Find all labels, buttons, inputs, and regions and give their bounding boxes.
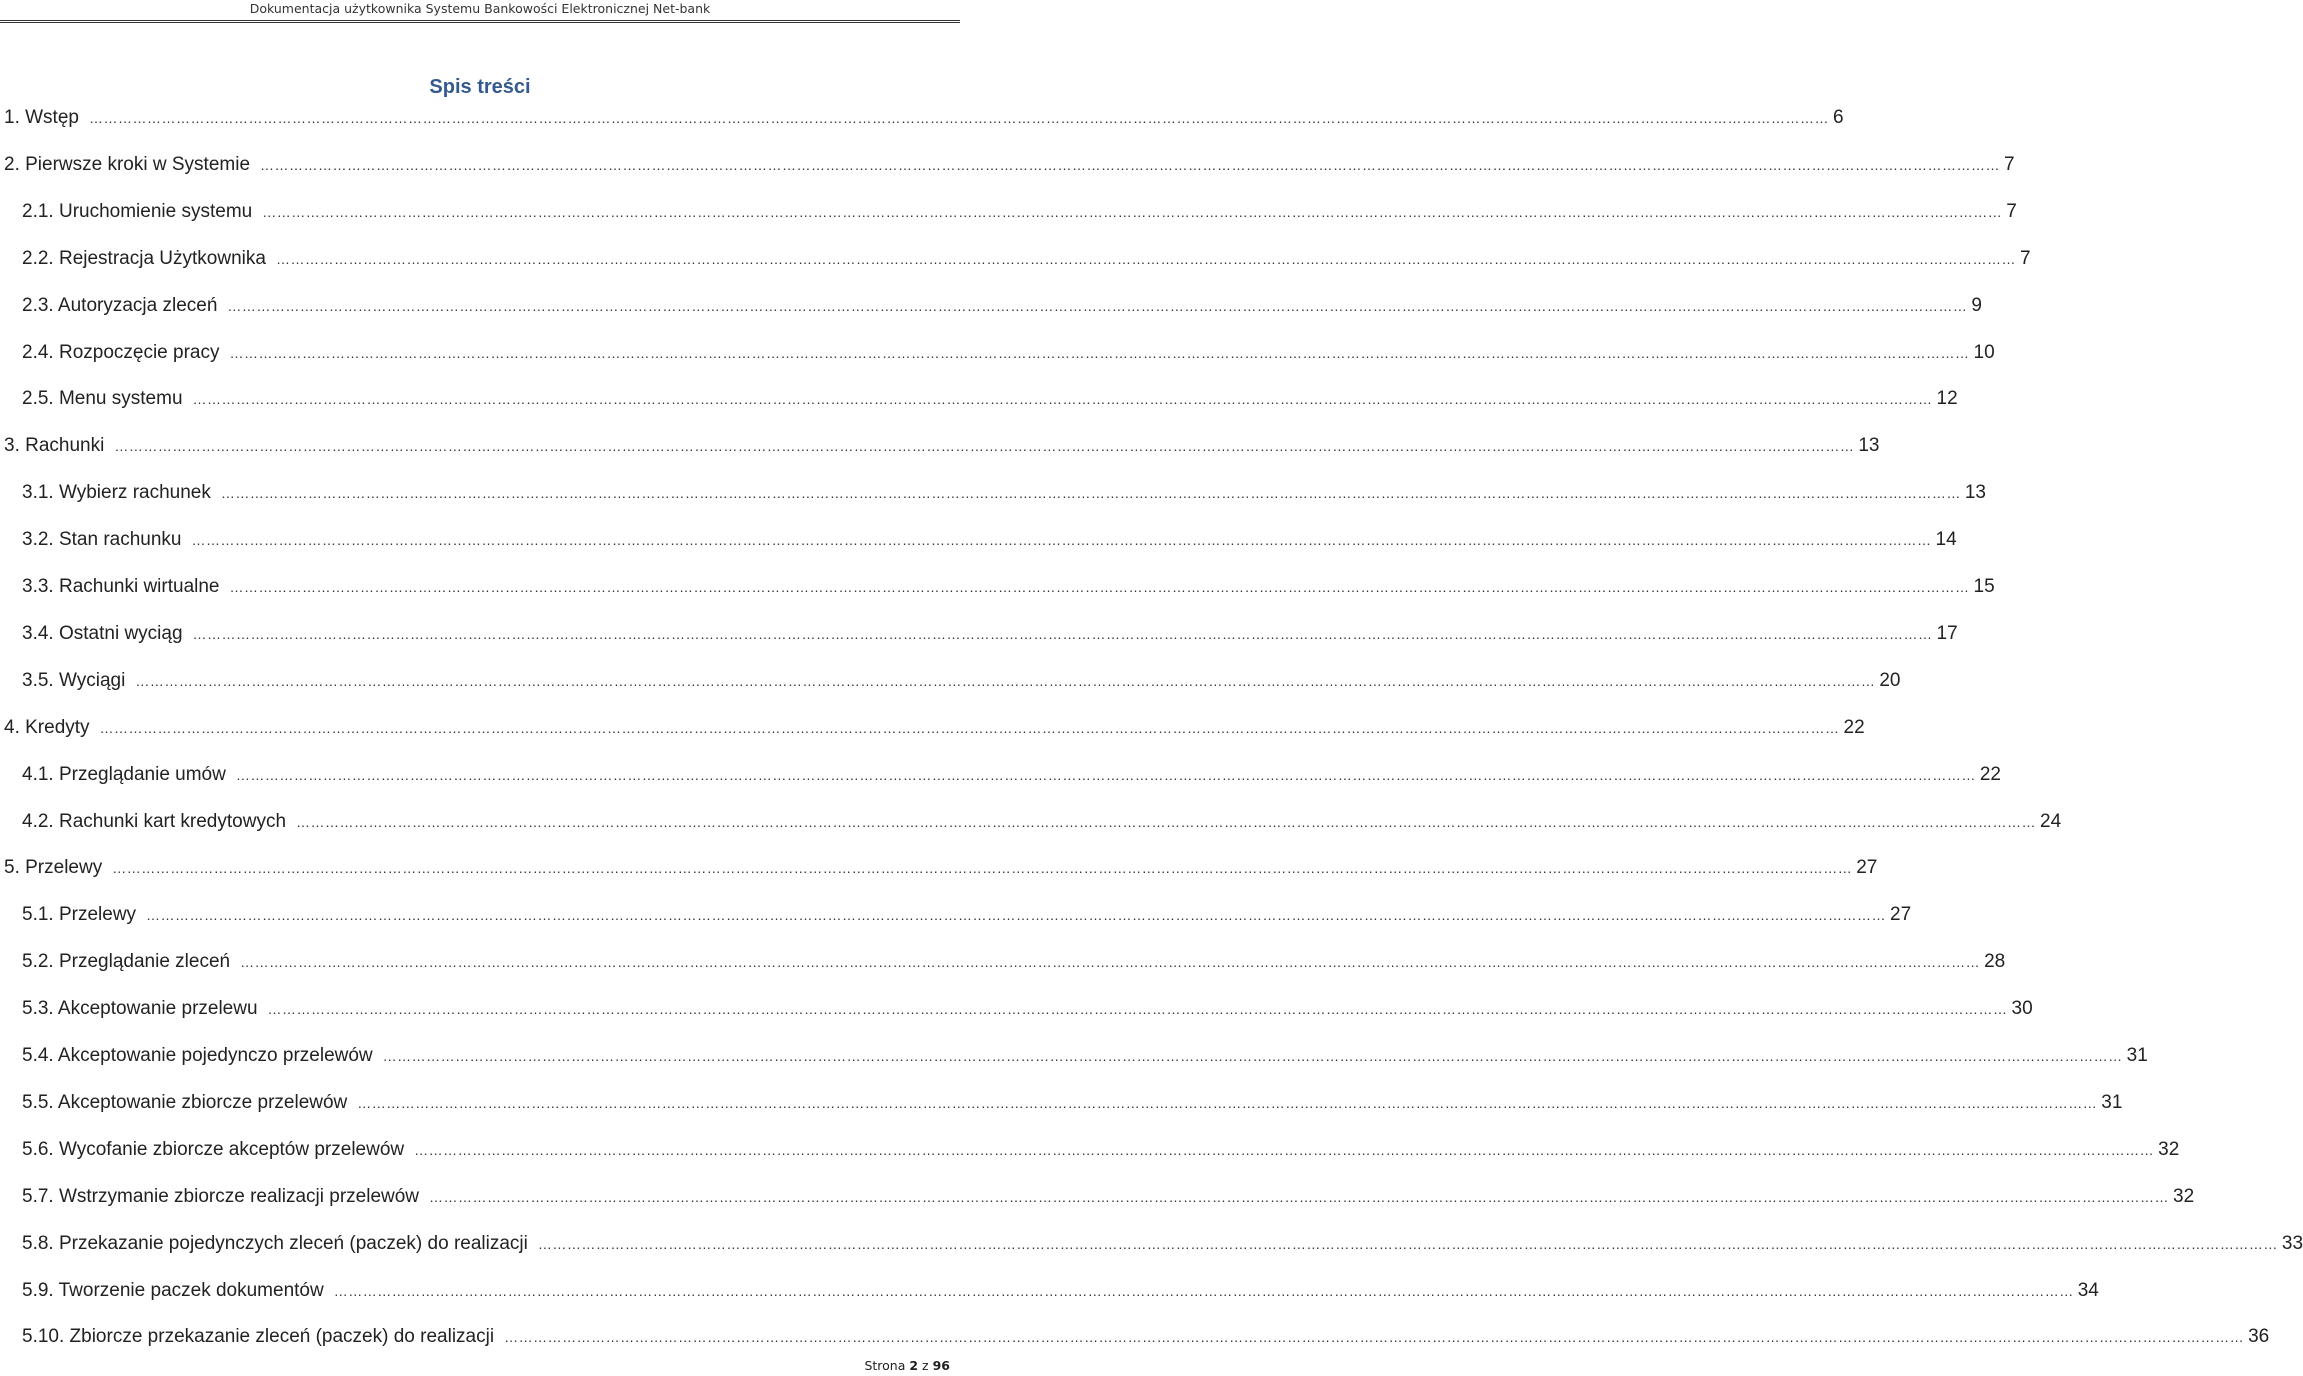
toc-entry-page-number: 13: [1964, 482, 1986, 504]
toc-entry-page-number: 34: [2077, 1279, 2099, 1301]
toc-entry-page-number: 27: [1890, 904, 1912, 926]
toc-entry-label: 1. Wstęp: [4, 107, 79, 128]
toc-dot-leader: ………………………………………………………………………………………………………………………………………………………………………………………………………………………………………………………………………………………………………………………………: [296, 813, 2037, 830]
toc-entry-page-number: 27: [1856, 857, 1878, 879]
toc-entry-label: 2.5. Menu systemu: [22, 388, 183, 410]
toc-entry[interactable]: [22, 760, 2001, 790]
toc-entry-label: 5.8. Przekazanie pojedynczych zleceń (paczek) do realizacji: [22, 1232, 528, 1254]
toc-entry-label: 2. Pierwsze kroki w Systemie: [4, 153, 251, 175]
footer-separator: z: [922, 1358, 929, 1373]
page-footer: [864, 1358, 950, 1373]
toc-entry-label: 5.6. Wycofanie zbiorcze akceptów przelewów: [22, 1138, 405, 1160]
toc-dot-leader: ………………………………………………………………………………………………………………………………………………………………………………………………………………………………………………………………………………………………………………………………: [260, 156, 2001, 173]
toc-entry[interactable]: [22, 338, 1995, 368]
toc-entry[interactable]: [22, 807, 2062, 837]
toc-entry-page-number: 10: [1973, 341, 1995, 363]
toc-dot-leader: ………………………………………………………………………………………………………………………………………………………………………………………………………………………………………………………………………………………………………………………………: [275, 250, 2016, 267]
toc-dot-leader: ………………………………………………………………………………………………………………………………………………………………………………………………………………………………………………………………………………………………………………………………: [429, 1188, 2170, 1205]
toc-entry-label: 3.1. Wybierz rachunek: [22, 482, 211, 504]
toc-entry-label: 3.3. Rachunki wirtualne: [22, 576, 220, 597]
toc-dot-leader: ………………………………………………………………………………………………………………………………………………………………………………………………………………………………………………………………………………………………………………………………: [191, 532, 1932, 549]
toc-entry[interactable]: [22, 1276, 2099, 1306]
toc-dot-leader: ………………………………………………………………………………………………………………………………………………………………………………………………………………………………………………………………………………………………………………………………: [504, 1329, 2245, 1346]
toc-entry-page-number: 32: [2173, 1185, 2195, 1207]
toc-entry[interactable]: [22, 525, 1957, 555]
toc-dot-leader: ………………………………………………………………………………………………………………………………………………………………………………………………………………………………………………………………………………………………………………………………: [227, 297, 1968, 314]
toc-entry[interactable]: [22, 900, 1912, 930]
toc-entry-page-number: 22: [1979, 763, 2001, 785]
current-page-number: 2: [909, 1358, 919, 1373]
toc-entry[interactable]: [4, 103, 1844, 133]
toc-entry[interactable]: [4, 853, 1878, 883]
toc-dot-leader: ………………………………………………………………………………………………………………………………………………………………………………………………………………………………………………………………………………………………………………………………: [146, 907, 1887, 924]
toc-entry-page-number: 14: [1935, 529, 1957, 551]
toc-entry-label: 3. Rachunki: [4, 435, 105, 457]
toc-entry[interactable]: [22, 291, 1982, 321]
toc-dot-leader: ………………………………………………………………………………………………………………………………………………………………………………………………………………………………………………………………………………………………………………………………: [88, 110, 1829, 126]
toc-entry-page-number: 31: [2126, 1045, 2148, 1066]
toc-entry-label: 5.9. Tworzenie paczek dokumentów: [22, 1279, 324, 1301]
toc-entry[interactable]: [22, 666, 1901, 696]
toc-dot-leader: ………………………………………………………………………………………………………………………………………………………………………………………………………………………………………………………………………………………………………………………………: [537, 1235, 2278, 1252]
toc-entry-page-number: 31: [2101, 1091, 2123, 1113]
toc-dot-leader: ………………………………………………………………………………………………………………………………………………………………………………………………………………………………………………………………………………………………………………………………: [192, 625, 1933, 642]
toc-entry-page-number: 20: [1879, 669, 1901, 691]
toc-entry[interactable]: [22, 1229, 2303, 1259]
toc-entry[interactable]: [4, 431, 1880, 461]
toc-entry[interactable]: [4, 150, 2015, 180]
toc-dot-leader: ………………………………………………………………………………………………………………………………………………………………………………………………………………………………………………………………………………………………………………………………: [240, 954, 1981, 971]
toc-entry[interactable]: [22, 947, 2006, 977]
toc-entry-label: 3.5. Wyciągi: [22, 669, 126, 691]
toc-entry-page-number: 22: [1843, 716, 1865, 738]
toc-entry-page-number: 28: [1984, 951, 2006, 973]
toc-entry[interactable]: [22, 1322, 2270, 1352]
toc-entry-page-number: 12: [1936, 388, 1958, 410]
toc-entry-page-number: 32: [2158, 1138, 2180, 1160]
toc-entry-label: 2.3. Autoryzacja zleceń: [22, 294, 218, 316]
toc-entry-page-number: 7: [2004, 153, 2015, 175]
toc-entry-label: 3.2. Stan rachunku: [22, 529, 182, 551]
toc-entry-label: 2.2. Rejestracja Użytkownika: [22, 247, 266, 269]
toc-entry-label: 5.4. Akceptowanie pojedynczo przelewów: [22, 1045, 373, 1066]
toc-entry[interactable]: [4, 713, 1865, 743]
toc-entry[interactable]: [22, 572, 1995, 602]
toc-dot-leader: ………………………………………………………………………………………………………………………………………………………………………………………………………………………………………………………………………………………………………………………………: [99, 719, 1840, 736]
toc-dot-leader: ………………………………………………………………………………………………………………………………………………………………………………………………………………………………………………………………………………………………………………………………: [229, 579, 1970, 595]
toc-entry[interactable]: [22, 1182, 2195, 1212]
toc-entry[interactable]: [22, 994, 2033, 1024]
toc-entry-page-number: 30: [2011, 998, 2033, 1020]
toc-entry[interactable]: [22, 197, 2017, 227]
toc-dot-leader: ………………………………………………………………………………………………………………………………………………………………………………………………………………………………………………………………………………………………………………………………: [267, 1001, 2008, 1018]
toc-entry-label: 4.1. Przeglądanie umów: [22, 763, 226, 785]
toc-entry-page-number: 7: [2006, 200, 2017, 222]
toc-entry-label: 5.1. Przelewy: [22, 904, 137, 926]
toc-entry-label: 5.5. Akceptowanie zbiorcze przelewów: [22, 1091, 348, 1113]
toc-dot-leader: ………………………………………………………………………………………………………………………………………………………………………………………………………………………………………………………………………………………………………………………………: [135, 672, 1876, 689]
toc-entry-page-number: 6: [1832, 107, 1844, 128]
toc-entry-page-number: 15: [1973, 576, 1995, 597]
toc-dot-leader: ………………………………………………………………………………………………………………………………………………………………………………………………………………………………………………………………………………………………………………………………: [333, 1282, 2074, 1299]
toc-entry-page-number: 24: [2040, 810, 2062, 832]
toc-dot-leader: ………………………………………………………………………………………………………………………………………………………………………………………………………………………………………………………………………………………………………………………………: [357, 1094, 2098, 1111]
total-pages: 96: [932, 1358, 950, 1373]
toc-dot-leader: ………………………………………………………………………………………………………………………………………………………………………………………………………………………………………………………………………………………………………………………………: [229, 344, 1970, 361]
toc-entry-label: 3.4. Ostatni wyciąg: [22, 622, 183, 644]
toc-title: Spis treści: [429, 76, 531, 98]
toc-entry[interactable]: [22, 384, 1958, 414]
toc-entry-page-number: 33: [2281, 1232, 2303, 1254]
toc-entry[interactable]: [22, 619, 1958, 649]
toc-entry-page-number: 13: [1858, 435, 1880, 457]
toc-dot-leader: ………………………………………………………………………………………………………………………………………………………………………………………………………………………………………………………………………………………………………………………………: [414, 1141, 2155, 1158]
toc-entry[interactable]: [22, 1135, 2180, 1165]
toc-dot-leader: ………………………………………………………………………………………………………………………………………………………………………………………………………………………………………………………………………………………………………………………………: [382, 1048, 2123, 1064]
toc-entry-page-number: 9: [1971, 294, 1982, 316]
document-title: Dokumentacja użytkownika Systemu Bankowości Elektronicznej Net-bank: [249, 1, 711, 16]
header-divider: [0, 20, 960, 23]
toc-entry-page-number: 17: [1936, 622, 1958, 644]
toc-entry-label: 5.7. Wstrzymanie zbiorcze realizacji przelewów: [22, 1185, 420, 1207]
toc-entry[interactable]: [22, 244, 2031, 274]
toc-entry-page-number: 36: [2248, 1326, 2270, 1348]
toc-entry[interactable]: [22, 478, 1986, 508]
toc-dot-leader: ………………………………………………………………………………………………………………………………………………………………………………………………………………………………………………………………………………………………………………………………: [112, 860, 1853, 877]
toc-entry-label: 5.2. Przeglądanie zleceń: [22, 951, 231, 973]
toc-entry-label: 2.1. Uruchomienie systemu: [22, 200, 253, 222]
toc-dot-leader: ………………………………………………………………………………………………………………………………………………………………………………………………………………………………………………………………………………………………………………………………: [114, 438, 1855, 455]
footer-prefix: Strona: [864, 1358, 906, 1373]
toc-entry-label: 4.2. Rachunki kart kredytowych: [22, 810, 287, 832]
toc-entry-label: 2.4. Rozpoczęcie pracy: [22, 341, 220, 363]
toc-entry-label: 5.3. Akceptowanie przelewu: [22, 998, 258, 1020]
toc-entry-label: 4. Kredyty: [4, 716, 90, 738]
toc-dot-leader: ………………………………………………………………………………………………………………………………………………………………………………………………………………………………………………………………………………………………………………………………: [235, 766, 1976, 783]
toc-entry[interactable]: [22, 1088, 2123, 1118]
toc-entry[interactable]: [22, 1041, 2148, 1071]
toc-dot-leader: ………………………………………………………………………………………………………………………………………………………………………………………………………………………………………………………………………………………………………………………………: [192, 391, 1933, 408]
toc-entry-label: 5.10. Zbiorcze przekazanie zleceń (paczek) do realizacji: [22, 1326, 495, 1348]
toc-dot-leader: ………………………………………………………………………………………………………………………………………………………………………………………………………………………………………………………………………………………………………………………………: [220, 485, 1961, 502]
toc-dot-leader: ………………………………………………………………………………………………………………………………………………………………………………………………………………………………………………………………………………………………………………………………: [262, 203, 2003, 220]
toc-entry-label: 5. Przelewy: [4, 857, 103, 879]
toc-entry-page-number: 7: [2019, 247, 2031, 269]
